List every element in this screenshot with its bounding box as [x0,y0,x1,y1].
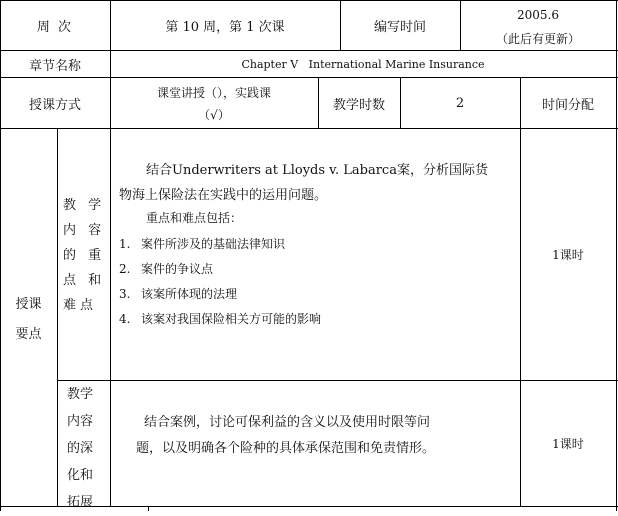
section1-item-2: 2. 案件的争议点 [119,262,214,276]
chapter-value: Chapter V International Marine Insurance [241,57,485,71]
section1-time: 1课时 [552,248,584,262]
key-points-label-line2: 要点 [15,327,42,342]
section1-item-3: 3. 该案所体现的法理 [119,287,238,301]
section1-item-4: 4. 该案对我国保险相关方可能的影响 [119,312,322,326]
method-value-line2: （√） [198,108,230,122]
section2-para-line2: 题，以及明确各个险种的具体承保范围和免责情形。 [136,441,436,456]
col-divider-footer [148,506,149,511]
section2-label: 教学 内容 的深 化和 拓展 [67,387,94,510]
section1-para1-line2: 物海上保险法在实践中的运用问题。 [119,188,328,203]
col-divider-sublabel [110,128,111,507]
section2-para-line1: 结合案例，讨论可保利益的含义以及使用时限等问 [144,415,431,430]
section2-time: 1课时 [552,437,584,451]
chapter-label: 章节名称 [28,58,81,74]
col-divider-keylabel [57,128,58,507]
hours-label: 教学时数 [332,97,385,113]
section1-para2: 重点和难点包括： [146,211,243,225]
date-label: 编写时间 [373,19,426,35]
section1-para1-line1: 结合Underwriters at Lloyds v. Labarca案，分析国际货 [146,163,488,178]
date-year: 2005.6 [517,8,559,22]
time-allocation-label: 时间分配 [541,97,594,113]
key-points-label [0,290,57,350]
section1-item-1: 1. 案件所涉及的基础法律知识 [119,237,286,251]
method-value-line1: 课堂讲授（），实践课 [156,86,271,100]
week-value: 第 10 周，第 1 次课 [165,19,285,35]
week-label: 周 次 [36,19,74,35]
section1-label: 教 学 内 容 的 重 点 和 难点 [63,198,106,313]
key-points-label-line1: 授课 [15,297,42,312]
method-label: 授课方式 [28,97,81,113]
hours-value: 2 [455,95,465,111]
date-note: （此后有更新） [495,32,580,46]
